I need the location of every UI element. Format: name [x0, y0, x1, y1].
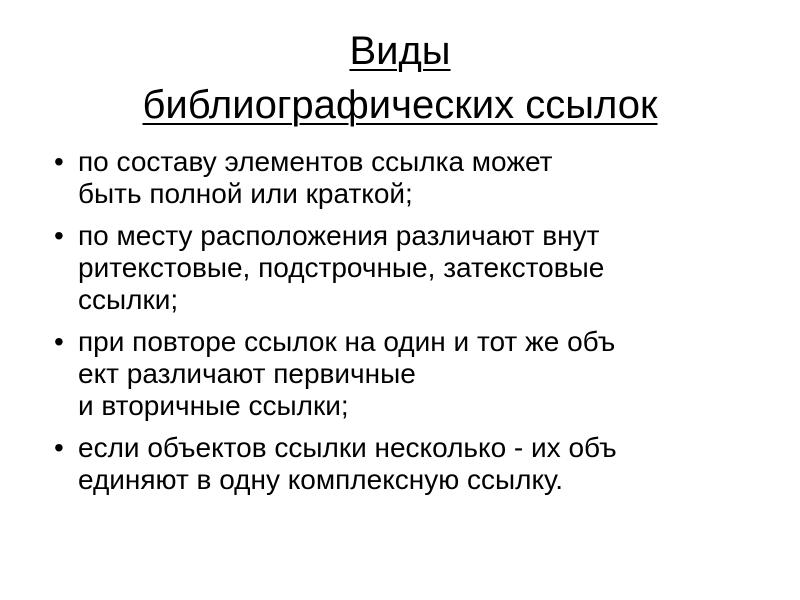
bullet-list	[50, 146, 770, 506]
bullet-item-repetition	[50, 326, 770, 422]
bullet-marker: •	[54, 432, 64, 463]
bullet-item-composition	[50, 146, 770, 210]
bullet-line: быть полной или краткой;	[78, 178, 413, 209]
bullet-line: по месту расположения различают внут	[78, 220, 600, 251]
bullet-line: единяют в одну комплексную ссылку.	[78, 464, 564, 495]
title-line-2: библиографических ссылок	[142, 83, 658, 127]
bullet-line: и вторичные ссылки;	[78, 390, 349, 421]
bullet-line: по составу элементов ссылка может	[78, 146, 553, 177]
bullet-marker: •	[54, 146, 64, 177]
bullet-line: ритекстовые, подстрочные, затекстовые	[78, 252, 605, 283]
bullet-item-complex	[50, 432, 770, 496]
bullet-line: при повторе ссылок на один и тот же объ	[78, 326, 616, 357]
slide-title	[0, 24, 800, 132]
bullet-line: если объектов ссылки несколько - их объ	[78, 432, 617, 463]
title-line-1: Виды	[349, 29, 451, 73]
bullet-marker: •	[54, 220, 64, 251]
bullet-line: ссылки;	[78, 284, 179, 315]
bullet-marker: •	[54, 326, 64, 357]
bullet-line: ект различают первичные	[78, 358, 416, 389]
bullet-item-placement	[50, 220, 770, 316]
